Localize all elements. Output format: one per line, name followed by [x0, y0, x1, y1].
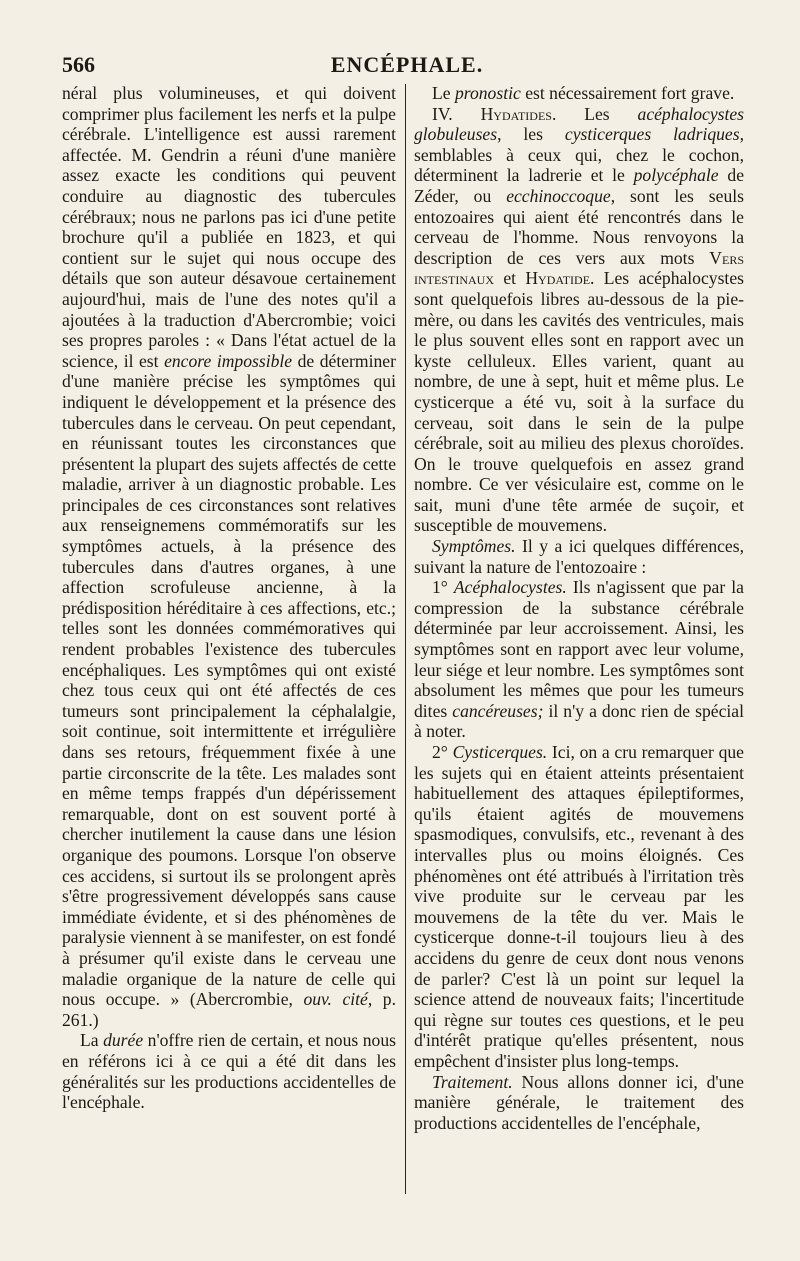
page-number: 566	[62, 52, 95, 77]
page-header	[62, 52, 752, 82]
paragraph-acephalocystes: 1° Acéphalocystes. Ils n'agissent que par la compression de la substance cérébrale déterminée par leur accroissement. Ainsi, les symptômes sont en rapport avec leur volume, leur siége et leur nombre. Les symptômes sont absolument les mêmes que pour les tumeurs dites cancéreuses; il n'y a donc rien de spécial à noter.	[414, 577, 744, 742]
paragraph-hydatides: IV. Hydatides. Les acéphalocystes globuleuses, les cysticerques ladriques, semblables à ceux qui, chez le cochon, déterminent la ladrerie et le polycéphale de Zéder, ou ecchinoccoque, sont les seuls entozoaires qui aient été rencontrés dans le cerveau de l'homme. Nous renvoyons la description de ces vers aux mots Vers intestinaux et Hydatide. Les acéphalocystes sont quelquefois libres au-dessous de la pie-mère, ou dans les cavités des ventricules, mais le plus souvent elles sont en rapport avec un kyste celluleux. Elles varient, quant au nombre, de une à sept, huit et même plus. Le cysticerque a été vu, soit à la surface du cerveau, soit dans le sein de la pulpe cérébrale, soit au milieu des plexus choroïdes. On le trouve quelquefois en assez grand nombre. Ce ver vésiculaire est, comme on le sait, muni d'une tête armée de suçoir, et susceptible de mouvemens.	[414, 103, 745, 536]
column-divider	[405, 84, 406, 1194]
paragraph-pronostic: Le pronostic est nécessairement fort grave.	[432, 83, 735, 103]
paragraph-duree: La durée n'offre rien de certain, et nous nous en référons ici à ce qui a été dit dans les généralités sur les productions accidentelles de l'encéphale.	[62, 1030, 396, 1113]
paragraph-traitement: Traitement. Nous allons donner ici, d'une manière générale, le traitement des productions accidentelles de l'encéphale,	[414, 1071, 744, 1133]
paragraph-tubercules-diagnostic: néral plus volumineuses, et qui doivent comprimer plus facilement les nerfs et la pulpe cérébrale. L'intelligence est aussi rarement affectée. M. Gendrin a réuni d'une manière assez exacte les conditions qui peuvent conduire au diagnostic des tubercules cérébraux; nous ne parlons pas ici d'une petite brochure qu'il a publiée en 1823, et qui contient sur le sujet qui nous occupe des détails que son auteur désavoue certainement aujourd'hui, mais de l'une des notes qu'il a ajoutées à la traduction d'Abercrombie; voici ses propres paroles : « Dans l'état actuel de la science, il est encore impossible de déterminer d'une manière précise les symptômes qui indiquent le développement et la présence des tubercules dans le cerveau. On peut cependant, en réunissant toutes les circonstances que présentent la plupart des sujets affectés de cette maladie, arriver à un diagnostic probable. Les principales de ces circonstances sont relatives aux renseignemens commémoratifs sur les symptômes actuels, à la présence des tubercules dans d'autres organes, à une affection scrofuleuse ancienne, à la prédisposition héréditaire à ces affections, etc.; telles sont les données commémoratives qui rendent probables l'existence des tubercules encéphaliques. Les symptômes qui ont existé chez tous ceux qui ont été affectés de ces tumeurs sont principalement la céphalalgie, soit continue, soit intermittente et irrégulière dans ses retours, fréquemment fixée à une partie circonscrite de la tête. Les malades sont en même temps frappés d'un dépérissement remarquable, dont on est souvent porté à chercher inutilement la cause dans une lésion organique des poumons. Lorsque l'on observe ces accidens, si surtout ils se prolongent après s'être progressivement développés sans cause immédiate évidente, et si des phénomènes de paralysie viennent à se manifester, on est fondé à présumer qu'il existe dans le cerveau une maladie organique de la nature de celle qui nous occupe. » (Abercrombie, ouv. cité, p. 261.)	[62, 83, 396, 1030]
right-column	[414, 83, 744, 1133]
paragraph-cysticerques: 2° Cysticerques. Ici, on a cru remarquer que les sujets qui en étaient atteints présentaient habituellement des attaques épileptiformes, qu'ils étaient agités de mouvemens spasmodiques, convulsifs, etc., revenant à des intervalles plus ou moins éloignés. Ces phénomènes ont été attribués à l'irritation très vive produite sur le cerveau par les mouvemens de la tête du ver. Mais le cysticerque donne-t-il toujours lieu à des accidens du genre de ceux dont nous venons de parler? C'est là un point sur lequel la science attend de nouveaux faits; l'incertitude qui règne sur toutes ces questions, et le peu d'intérêt pratique qu'elles présentent, nous empêchent d'insister plus long-temps.	[414, 742, 744, 1071]
left-column	[62, 83, 396, 1113]
running-title: ENCÉPHALE.	[330, 52, 484, 77]
paragraph-symptomes: Symptômes. Il y a ici quelques différences, suivant la nature de l'entozoaire :	[414, 536, 744, 577]
